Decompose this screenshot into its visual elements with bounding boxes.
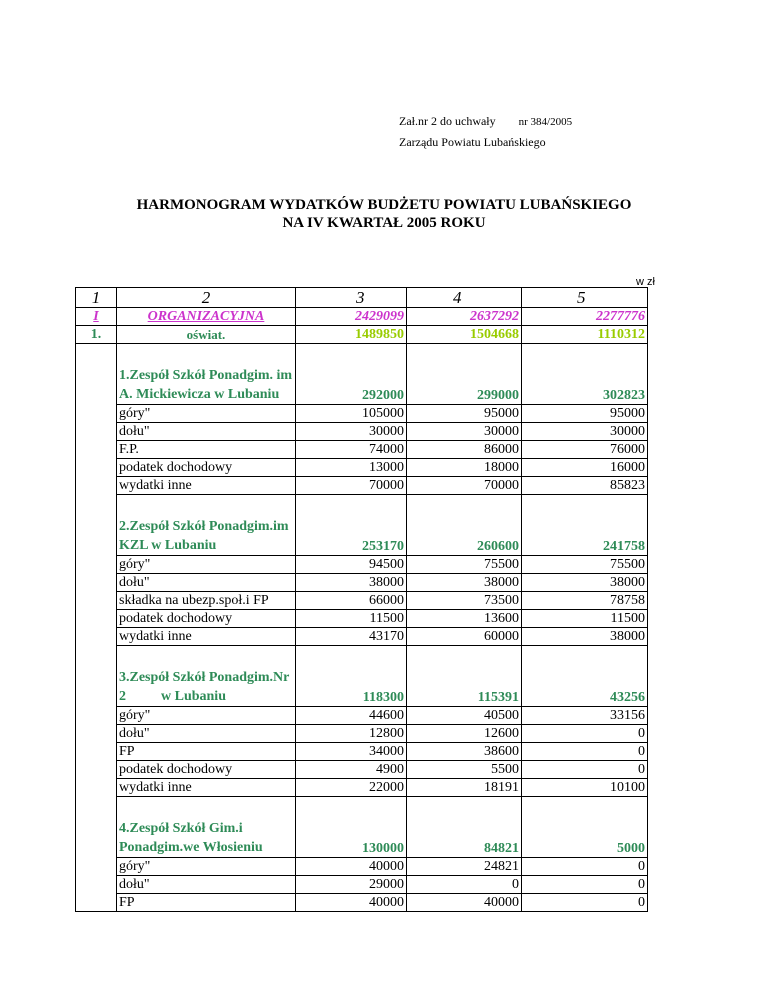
education-total-row: [76, 326, 648, 344]
row-label: podatek dochodowy: [117, 459, 296, 477]
value-cell: 105000: [296, 405, 407, 423]
table-row: [76, 610, 648, 628]
value-cell: 95000: [407, 405, 522, 423]
table-row: [76, 405, 648, 423]
row-number: I: [76, 308, 117, 326]
value-cell: 94500: [296, 556, 407, 574]
value-cell: 12800: [296, 725, 407, 743]
row-label: dołu": [117, 725, 296, 743]
value-cell: 10100: [522, 779, 648, 797]
value-cell: 0: [522, 725, 648, 743]
value-cell: 38600: [407, 743, 522, 761]
page-title-line1: HARMONOGRAM WYDATKÓW BUDŻETU POWIATU LUBAŃSKIEGO: [136, 197, 632, 213]
value-cell: 253170: [296, 495, 407, 556]
value-cell: 241758: [522, 495, 648, 556]
value-cell: 34000: [296, 743, 407, 761]
value-cell: 115391: [407, 646, 522, 707]
value-cell: 40000: [296, 858, 407, 876]
value-cell: 75500: [407, 556, 522, 574]
page-title-line2: NA IV KWARTAŁ 2005 ROKU: [282, 215, 486, 231]
value-cell: 5000: [522, 797, 648, 858]
value-cell: 29000: [296, 876, 407, 894]
row-label: oświat.: [117, 326, 296, 344]
value-cell: 2277776: [522, 308, 648, 326]
table-row: [76, 743, 648, 761]
row-label: dołu": [117, 876, 296, 894]
empty-cell: [76, 646, 117, 797]
value-cell: 70000: [296, 477, 407, 495]
value-cell: 11500: [522, 610, 648, 628]
value-cell: 44600: [296, 707, 407, 725]
value-cell: 4900: [296, 761, 407, 779]
value-cell: 85823: [522, 477, 648, 495]
value-cell: 24821: [407, 858, 522, 876]
row-label: dołu": [117, 423, 296, 441]
organizational-total-row: [76, 308, 648, 326]
value-cell: 18191: [407, 779, 522, 797]
value-cell: 86000: [407, 441, 522, 459]
value-cell: 78758: [522, 592, 648, 610]
value-cell: 30000: [522, 423, 648, 441]
school-group-row: [76, 797, 648, 858]
row-label: podatek dochodowy: [117, 761, 296, 779]
column-number: 4: [407, 288, 522, 308]
value-cell: 18000: [407, 459, 522, 477]
value-cell: 16000: [522, 459, 648, 477]
table-row: [76, 761, 648, 779]
table-row: [76, 441, 648, 459]
value-cell: 0: [522, 876, 648, 894]
header-line2: Zarządu Powiatu Lubańskiego: [399, 135, 546, 149]
row-label: góry": [117, 858, 296, 876]
value-cell: 292000: [296, 344, 407, 405]
value-cell: 40500: [407, 707, 522, 725]
value-cell: 40000: [407, 894, 522, 912]
value-cell: 13000: [296, 459, 407, 477]
value-cell: 12600: [407, 725, 522, 743]
row-label: F.P.: [117, 441, 296, 459]
value-cell: 66000: [296, 592, 407, 610]
value-cell: 260600: [407, 495, 522, 556]
row-label: wydatki inne: [117, 477, 296, 495]
value-cell: 13600: [407, 610, 522, 628]
table-row: [76, 894, 648, 912]
value-cell: 1504668: [407, 326, 522, 344]
value-cell: 38000: [522, 574, 648, 592]
value-cell: 30000: [407, 423, 522, 441]
column-number: 2: [117, 288, 296, 308]
column-number-row: [76, 288, 648, 308]
empty-cell: [76, 344, 117, 495]
value-cell: 1489850: [296, 326, 407, 344]
value-cell: 5500: [407, 761, 522, 779]
row-label: składka na ubezp.społ.i FP: [117, 592, 296, 610]
column-number: 1: [76, 288, 117, 308]
row-label: góry": [117, 556, 296, 574]
value-cell: 75500: [522, 556, 648, 574]
value-cell: 2429099: [296, 308, 407, 326]
table-row: [76, 477, 648, 495]
row-label: FP: [117, 894, 296, 912]
table-row: [76, 556, 648, 574]
value-cell: 130000: [296, 797, 407, 858]
row-number: 1.: [76, 326, 117, 344]
row-label: podatek dochodowy: [117, 610, 296, 628]
value-cell: 30000: [296, 423, 407, 441]
row-label: wydatki inne: [117, 628, 296, 646]
value-cell: 22000: [296, 779, 407, 797]
value-cell: 74000: [296, 441, 407, 459]
row-label: góry": [117, 707, 296, 725]
value-cell: 43256: [522, 646, 648, 707]
school-group-row: [76, 495, 648, 556]
column-number: 5: [522, 288, 648, 308]
school-name: 3.Zespół Szkół Ponadgim.Nr 2 w Lubaniu: [117, 646, 296, 707]
value-cell: 118300: [296, 646, 407, 707]
value-cell: 0: [522, 743, 648, 761]
value-cell: 38000: [296, 574, 407, 592]
column-number: 3: [296, 288, 407, 308]
school-name: 1.Zespół Szkół Ponadgim. im A. Mickiewicza w Lubaniu: [117, 344, 296, 405]
value-cell: 76000: [522, 441, 648, 459]
budget-table: [75, 287, 648, 912]
value-cell: 0: [522, 761, 648, 779]
value-cell: 0: [522, 894, 648, 912]
table-row: [76, 707, 648, 725]
empty-cell: [76, 797, 117, 912]
value-cell: 73500: [407, 592, 522, 610]
value-cell: 95000: [522, 405, 648, 423]
empty-cell: [76, 495, 117, 646]
value-cell: 43170: [296, 628, 407, 646]
value-cell: 299000: [407, 344, 522, 405]
table-row: [76, 574, 648, 592]
table-row: [76, 423, 648, 441]
school-name: 2.Zespół Szkół Ponadgim.im KZL w Lubaniu: [117, 495, 296, 556]
value-cell: 0: [522, 858, 648, 876]
header-line1: [399, 114, 572, 129]
value-cell: 84821: [407, 797, 522, 858]
value-cell: 40000: [296, 894, 407, 912]
value-cell: 0: [407, 876, 522, 894]
row-label: dołu": [117, 574, 296, 592]
table-row: [76, 592, 648, 610]
school-group-row: [76, 646, 648, 707]
row-label: FP: [117, 743, 296, 761]
value-cell: 38000: [407, 574, 522, 592]
table-row: [76, 858, 648, 876]
value-cell: 60000: [407, 628, 522, 646]
value-cell: 38000: [522, 628, 648, 646]
school-name: 4.Zespół Szkół Gim.i Ponadgim.we Włosieniu: [117, 797, 296, 858]
value-cell: 2637292: [407, 308, 522, 326]
value-cell: 11500: [296, 610, 407, 628]
table-row: [76, 779, 648, 797]
value-cell: 33156: [522, 707, 648, 725]
table-row: [76, 628, 648, 646]
table-row: [76, 725, 648, 743]
row-label: ORGANIZACYJNA: [117, 308, 296, 326]
value-cell: 70000: [407, 477, 522, 495]
header-resolution-number: nr 384/2005: [518, 116, 573, 128]
table-row: [76, 459, 648, 477]
value-cell: 1110312: [522, 326, 648, 344]
header-annex: Zał.nr 2 do uchwały: [399, 114, 496, 128]
row-label: wydatki inne: [117, 779, 296, 797]
row-label: góry": [117, 405, 296, 423]
school-group-row: [76, 344, 648, 405]
value-cell: 302823: [522, 344, 648, 405]
table-row: [76, 876, 648, 894]
unit-label: w zł: [636, 276, 655, 288]
